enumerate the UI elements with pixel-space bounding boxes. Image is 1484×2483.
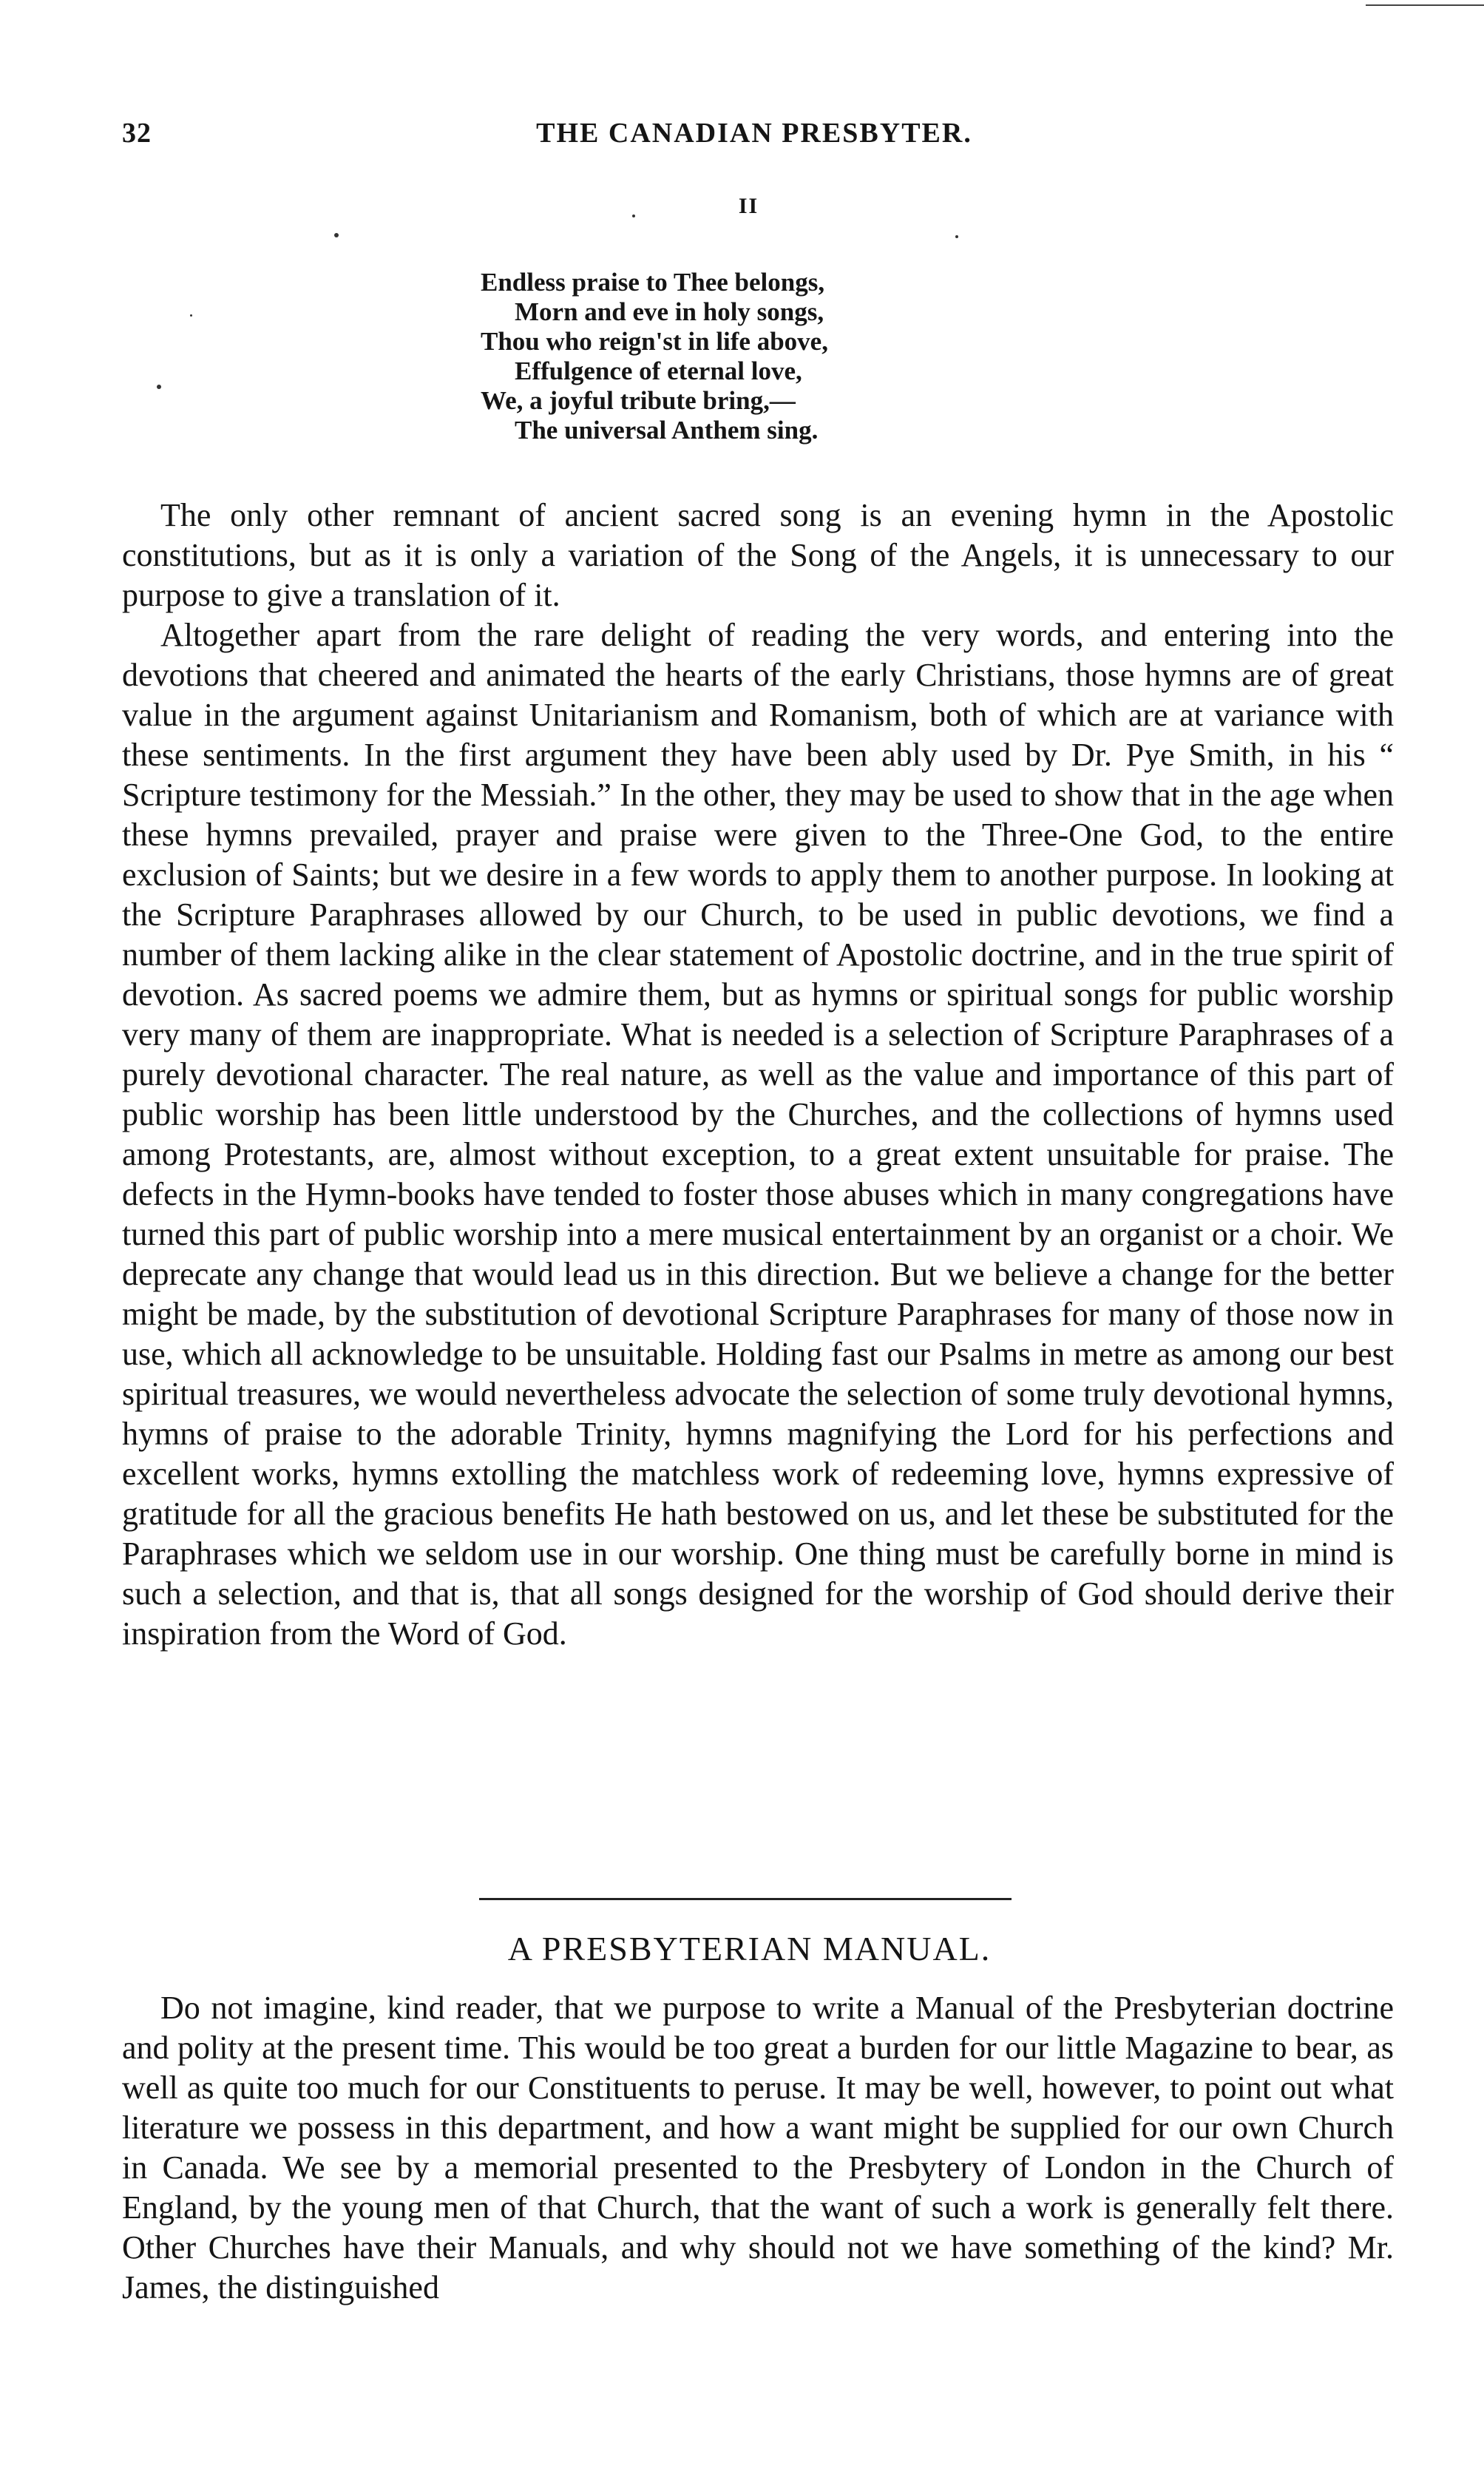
hymn-stanza	[481, 268, 1072, 445]
print-speck	[955, 235, 958, 238]
page-corner-mark	[1366, 0, 1484, 6]
stanza-line: Morn and eve in holy songs,	[515, 297, 824, 326]
print-speck	[157, 385, 161, 389]
print-speck	[632, 214, 635, 217]
section-divider	[479, 1898, 1012, 1900]
stanza-line: Thou who reign'st in life above,	[481, 327, 828, 356]
stanza-line: We, a joyful tribute bring,—	[481, 386, 796, 415]
running-title: THE CANADIAN PRESBYTER.	[536, 118, 972, 149]
section-numeral: II	[738, 194, 759, 218]
manual-article	[122, 1988, 1394, 2308]
article-heading: A PRESBYTERIAN MANUAL.	[507, 1930, 992, 1967]
essay-paragraph: Altogether apart from the rare delight of reading the very words, and entering into the devotions that cheered and animated the hearts of the early Christians, those hymns are of great value in the argument against Unitarianism and Romanism, both of which are at variance with these sentiments. In the first argument they have been ably used by Dr. Pye Smith, in his “ Scripture testimony for the Messiah.” In the other, they may be used to show that in the age when these hymns prevailed, prayer and praise were given to the Three-One God, to the entire exclusion of Saints; but we desire in a few words to apply them to another purpose. In looking at the Scripture Paraphrases allowed by our Church, to be used in public devotions, we find a number of them lacking alike in the clear statement of Apostolic doctrine, and in the true spirit of devotion. As sacred poems we admire them, but as hymns or spiritual songs for public worship very many of them are inappropriate. What is needed is a selection of Scripture Paraphrases of a purely devotional character. The real nature, as well as the value and importance of this part of public worship has been little understood by the Churches, and the collections of hymns used among Protestants, are, almost without exception, to a great extent unsuitable for praise. The defects in the Hymn-books have tended to foster those abuses which in many congregations have turned this part of public worship into a mere musical entertainment by an organist or a choir. We deprecate any change that would lead us in this direction. But we believe a change for the better might be made, by the substitution of devotional Scripture Paraphrases for many of those now in use, which all acknowledge to be unsuitable. Holding fast our Psalms in metre as among our best spiritual treasures, we would nevertheless advocate the selection of some truly devotional hymns, hymns of praise to the adorable Trinity, hymns magnifying the Lord for his perfections and excellent works, hymns extolling the matchless work of redeeming love, hymns expressive of gratitude for all the gracious benefits He hath bestowed on us, and let these be substituted for the Paraphrases which we seldom use in our worship. One thing must be carefully borne in mind is such a selection, and that is, that all songs designed for the worship of God should derive their inspiration from the Word of God.	[122, 617, 1394, 1652]
stanza-line: Effulgence of eternal love,	[515, 357, 802, 385]
essay-paragraph: The only other remnant of ancient sacred song is an evening hymn in the Apostolic constitutions, but as it is only a variation of the Song of the Angels, it is unnecessary to our purpose to give a translation of it.	[122, 497, 1394, 613]
article-paragraph: Do not imagine, kind reader, that we purpose to write a Manual of the Presbyterian doctrine and polity at the present time. This would be too great a burden for our little Magazine to bear, as well as quite too much for our Constituents to peruse. It may be well, however, to point out what literature we possess in this department, and how a want might be supplied for our own Church in Canada. We see by a memorial presented to the Presbytery of London in the Church of England, by the young men of that Church, that the want of such a work is generally felt there. Other Churches have their Manuals, and why should not we have something of the kind? Mr. James, the distinguished	[122, 1990, 1394, 2305]
page-header	[122, 117, 1386, 161]
print-speck	[334, 233, 339, 237]
stanza-line: Endless praise to Thee belongs,	[481, 268, 825, 297]
hymns-essay	[122, 496, 1394, 1654]
stanza-line: The universal Anthem sing.	[515, 416, 819, 445]
print-speck	[190, 314, 192, 317]
page-number: 32	[122, 118, 152, 149]
